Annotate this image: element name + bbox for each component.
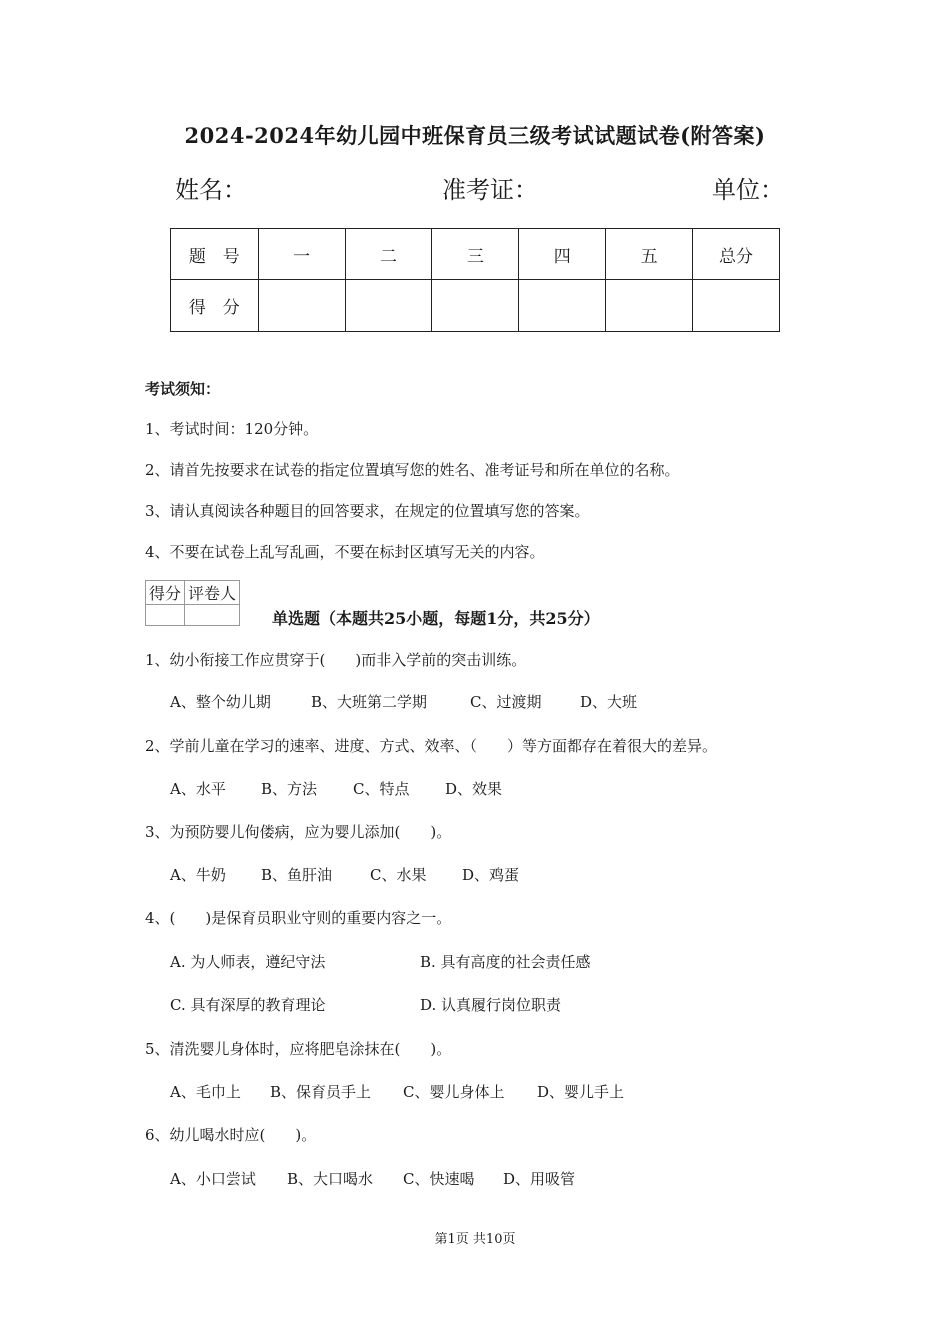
header-cell: 二 — [345, 229, 432, 280]
question-stem: 1、幼小衔接工作应贯穿于( )而非入学前的突击训练。 — [145, 651, 527, 669]
grader-cell[interactable] — [185, 605, 240, 626]
option: B、大班第二学期 — [311, 693, 428, 711]
page-title: 2024-2024年幼儿园中班保育员三级考试试题试卷(附答案) — [184, 123, 766, 148]
grader-label: 评卷人 — [185, 581, 240, 605]
question-stem: 2、学前儿童在学习的速率、进度、方式、效率、（ ）等方面都存在着很大的差异。 — [145, 737, 718, 755]
notice-item: 3、请认真阅读各种题目的回答要求，在规定的位置填写您的答案。 — [145, 502, 590, 520]
name-label: 姓名： — [175, 176, 247, 204]
score-cell[interactable] — [519, 280, 606, 332]
option: A、整个幼儿期 — [170, 693, 271, 711]
option: D、鸡蛋 — [462, 866, 520, 884]
notice-heading: 考试须知： — [145, 380, 221, 398]
option: C、婴儿身体上 — [403, 1083, 505, 1101]
option: B. 具有高度的社会责任感 — [420, 953, 591, 971]
exam-id-label: 准考证： — [442, 176, 538, 204]
option: D. 认真履行岗位职责 — [420, 996, 562, 1014]
header-cell: 三 — [432, 229, 519, 280]
score-cell[interactable] — [258, 280, 345, 332]
page-footer: 第1页 共10页 — [434, 1232, 516, 1247]
notice-item: 1、考试时间：120分钟。 — [145, 420, 319, 438]
option: D、效果 — [445, 780, 503, 798]
question-stem: 5、清洗婴儿身体时，应将肥皂涂抹在( )。 — [145, 1040, 452, 1058]
option: C、水果 — [370, 866, 427, 884]
grader-score-label: 得分 — [146, 581, 185, 605]
option: C、快速喝 — [403, 1170, 475, 1188]
grader-score-cell[interactable] — [146, 605, 185, 626]
score-table-score-row — [171, 280, 780, 332]
score-cell[interactable] — [606, 280, 693, 332]
score-table-header-row — [171, 229, 780, 280]
question-stem: 6、幼儿喝水时应( )。 — [145, 1126, 317, 1144]
section-title: 单选题（本题共25小题，每题1分，共25分） — [272, 609, 600, 628]
option: A. 为人师表，遵纪守法 — [170, 953, 326, 971]
option: C、过渡期 — [470, 693, 542, 711]
option: A、小口尝试 — [170, 1170, 256, 1188]
score-table — [170, 228, 780, 332]
score-cell[interactable] — [432, 280, 519, 332]
option: B、方法 — [261, 780, 318, 798]
header-cell: 五 — [606, 229, 693, 280]
question-stem: 4、( )是保育员职业守则的重要内容之一。 — [145, 909, 452, 927]
score-cell[interactable] — [693, 280, 780, 332]
option: C. 具有深厚的教育理论 — [170, 996, 326, 1014]
header-cell: 题 号 — [171, 229, 259, 280]
option: A、毛巾上 — [170, 1083, 241, 1101]
header-cell: 总分 — [693, 229, 780, 280]
header-cell: 四 — [519, 229, 606, 280]
option: B、大口喝水 — [287, 1170, 374, 1188]
notice-item: 4、不要在试卷上乱写乱画，不要在标封区填写无关的内容。 — [145, 543, 545, 561]
option: B、鱼肝油 — [261, 866, 333, 884]
notice-item: 2、请首先按要求在试卷的指定位置填写您的姓名、准考证号和所在单位的名称。 — [145, 461, 680, 479]
score-cell[interactable] — [345, 280, 432, 332]
option: D、大班 — [580, 693, 638, 711]
grader-table — [145, 580, 240, 626]
option: D、用吸管 — [503, 1170, 576, 1188]
option: A、牛奶 — [170, 866, 226, 884]
unit-label: 单位： — [712, 176, 784, 204]
question-stem: 3、为预防婴儿佝偻病，应为婴儿添加( )。 — [145, 823, 452, 841]
option: C、特点 — [353, 780, 410, 798]
option: D、婴儿手上 — [537, 1083, 625, 1101]
row-label: 得 分 — [171, 280, 259, 332]
header-cell: 一 — [258, 229, 345, 280]
option: B、保育员手上 — [270, 1083, 372, 1101]
option: A、水平 — [170, 780, 226, 798]
